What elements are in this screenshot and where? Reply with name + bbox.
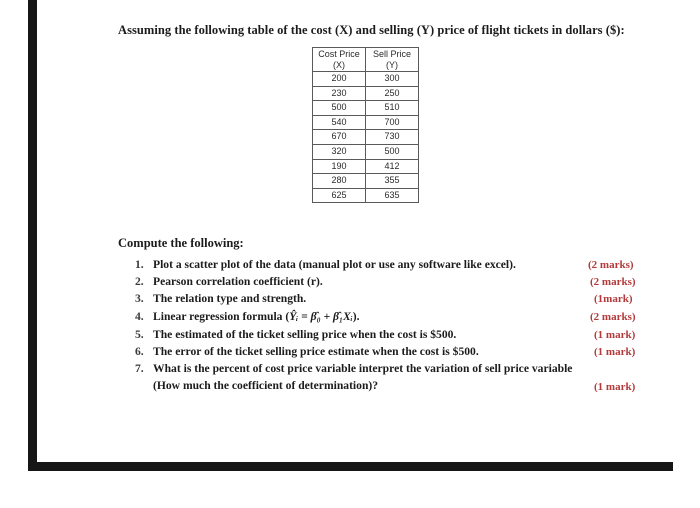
question-3 (135, 292, 306, 305)
question-text: Pearson correlation coefficient (r). (153, 275, 323, 288)
question-number: 7. (135, 362, 144, 375)
question-1 (135, 258, 516, 271)
sell-cell: 355 (366, 174, 419, 189)
table-row (313, 188, 419, 203)
price-table (312, 47, 419, 203)
question-number: 4. (135, 310, 144, 323)
marks-label: (1 mark) (594, 381, 636, 393)
marks-label: (1mark) (594, 293, 633, 305)
marks-label: (2 marks) (588, 259, 634, 271)
question-text: The relation type and strength. (153, 292, 307, 305)
table-row (313, 159, 419, 174)
cost-cell: 200 (313, 72, 366, 87)
question-number: 6. (135, 345, 144, 358)
marks-label: (2 marks) (590, 276, 636, 288)
question-text: The error of the ticket selling price estimate when the cost is $500. (153, 345, 479, 358)
question-4 (135, 310, 360, 323)
marks-label: (2 marks) (590, 311, 636, 323)
sell-cell: 300 (366, 72, 419, 87)
table-row (313, 115, 419, 130)
sell-cell: 510 (366, 101, 419, 116)
question-number: 5. (135, 328, 144, 341)
cost-cell: 625 (313, 188, 366, 203)
sell-cell: 730 (366, 130, 419, 145)
cost-cell: 320 (313, 144, 366, 159)
question-5 (135, 328, 456, 341)
cost-cell: 500 (313, 101, 366, 116)
question-number: 1. (135, 258, 144, 271)
intro-text: Assuming the following table of the cost (X) and selling (Y) price of flight tickets in dollars ($): (118, 23, 625, 37)
sell-cell: 700 (366, 115, 419, 130)
sell-cell: 500 (366, 144, 419, 159)
question-7 (135, 362, 572, 375)
sell-cell: 635 (366, 188, 419, 203)
table-row (313, 174, 419, 189)
question-number: 2. (135, 275, 144, 288)
cost-cell: 280 (313, 174, 366, 189)
cost-cell: 230 (313, 86, 366, 101)
left-border-bar (28, 0, 37, 470)
cost-cell: 540 (313, 115, 366, 130)
column-header-sell: Sell Price (Y) (366, 48, 419, 72)
regression-formula: Ŷᵢ = β̂₀ + β̂₁Xᵢ (289, 310, 353, 323)
bottom-border-bar (28, 462, 673, 471)
question-2 (135, 275, 323, 288)
question-text: Linear regression formula ( (153, 310, 290, 323)
cost-cell: 190 (313, 159, 366, 174)
question-text: Plot a scatter plot of the data (manual plot or use any software like excel). (153, 258, 516, 271)
marks-label: (1 mark) (594, 346, 636, 358)
table-row (313, 130, 419, 145)
table-row (313, 86, 419, 101)
question-text: What is the percent of cost price variable interpret the variation of sell price variable (153, 362, 573, 375)
question-7-continuation: (How much the coefficient of determination)? (153, 379, 379, 392)
question-text-end: ). (352, 310, 360, 323)
table-row (313, 72, 419, 87)
cost-cell: 670 (313, 130, 366, 145)
sell-cell: 250 (366, 86, 419, 101)
marks-label: (1 mark) (594, 329, 636, 341)
table-row (313, 101, 419, 116)
question-6 (135, 345, 479, 358)
column-header-cost: Cost Price (X) (313, 48, 366, 72)
table-header-row (313, 48, 419, 72)
table-row (313, 144, 419, 159)
sell-cell: 412 (366, 159, 419, 174)
question-text: The estimated of the ticket selling price when the cost is $500. (153, 328, 457, 341)
compute-heading: Compute the following: (118, 236, 244, 250)
question-number: 3. (135, 292, 144, 305)
